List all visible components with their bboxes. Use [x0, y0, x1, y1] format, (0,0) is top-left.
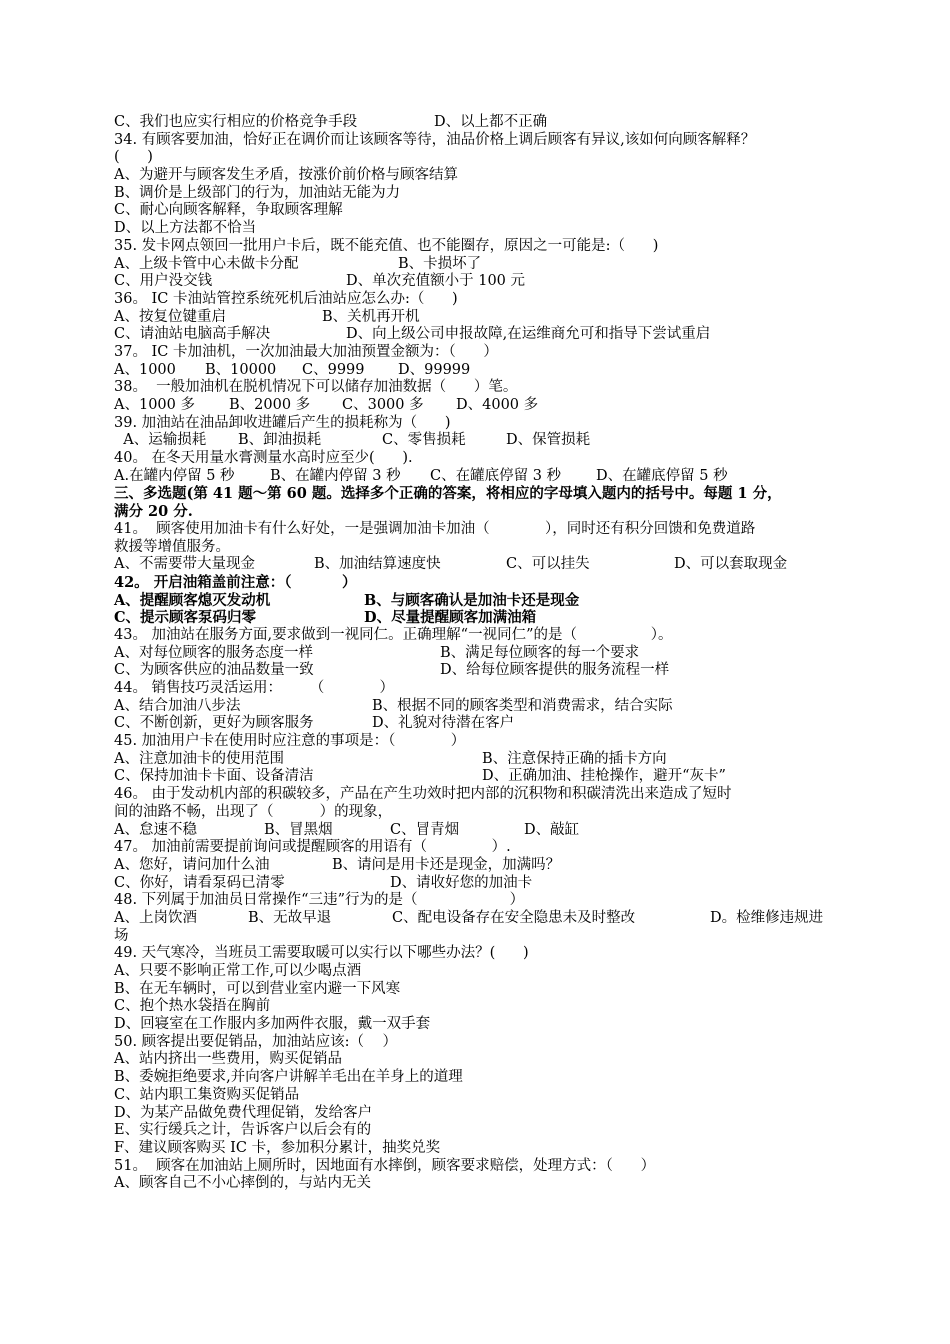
text-segment: 47。 加油前需要提前询问或提醒顾客的用语有（ ）.: [114, 839, 511, 856]
text-segment: A、提醒顾客熄灭发动机: [114, 591, 271, 609]
text-segment: D、以上都不正确: [434, 114, 548, 130]
text-segment: D、99999: [398, 361, 471, 378]
text-segment: 37。 IC 卡加油机，一次加油最大加油预置金额为：（ ）: [114, 343, 498, 360]
text-line: [114, 822, 850, 840]
text-segment: B、请问是用卡还是现金，加满吗？: [332, 856, 561, 873]
text-segment: C、不断创新，更好为顾客服务: [114, 715, 314, 732]
text-segment: F、建议顾客购买 IC 卡，参加积分累计，抽奖兑奖: [114, 1139, 441, 1156]
text-segment: A、顾客自己不小心摔倒的，与站内无关: [114, 1175, 371, 1192]
text-segment: A、运输损耗: [114, 432, 207, 449]
text-line: [114, 804, 850, 822]
text-line: [114, 928, 850, 946]
text-segment: C、站内职工集资购买促销品: [114, 1086, 300, 1103]
text-line: [114, 503, 850, 521]
text-segment: B、满足每位顾客的每一个要求: [440, 644, 640, 661]
text-line: [114, 1069, 850, 1087]
text-line: [114, 945, 850, 963]
text-line: [114, 556, 850, 574]
text-line: [114, 450, 850, 468]
text-segment: C、3000 多: [342, 397, 424, 413]
text-line: [114, 326, 850, 344]
text-segment: D、为某产品做免费代理促销，发给客户: [114, 1104, 373, 1121]
text-line: [114, 1034, 850, 1052]
text-segment: 51。 顾客在加油站上厕所时，因地面有水摔倒，顾客要求赔偿，处理方式：（ ）: [114, 1157, 656, 1174]
text-line: [114, 132, 850, 150]
text-line: [114, 1016, 850, 1034]
text-segment: D、礼貌对待潜在客户: [372, 715, 515, 732]
text-segment: D、以上方法都不恰当: [114, 220, 257, 237]
text-segment: B、委婉拒绝要求,并向客户讲解羊毛出在羊身上的道理: [114, 1069, 463, 1086]
text-line: [114, 698, 850, 716]
text-segment: B、10000: [205, 361, 277, 378]
text-line: [114, 751, 850, 769]
text-segment: D、敲缸: [524, 821, 580, 838]
text-segment: A、1000 多: [114, 397, 195, 413]
text-segment: A、上岗饮酒: [114, 909, 197, 926]
text-segment: C、抱个热水袋捂在胸前: [114, 998, 271, 1015]
text-line: [114, 857, 850, 875]
text-line: [114, 397, 850, 415]
text-line: [114, 609, 850, 627]
text-segment: A、站内挤出一些费用，购买促销品: [114, 1051, 342, 1068]
document-page: [114, 114, 850, 1193]
text-segment: D、请收好您的加油卡: [390, 874, 533, 891]
text-segment: B、关机再开机: [322, 308, 420, 325]
text-segment: 间的油路不畅，出现了（ ）的现象，: [114, 803, 393, 820]
text-segment: C、我们也应实行相应的价格竞争手段: [114, 114, 358, 130]
text-line: [114, 910, 850, 928]
text-segment: B、注意保持正确的插卡方向: [482, 750, 667, 767]
text-line: [114, 839, 850, 857]
text-segment: 44。 销售技巧灵活运用： （ ）: [114, 680, 395, 696]
text-line: [114, 1051, 850, 1069]
text-segment: A、只要不影响正常工作,可以少喝点酒: [114, 963, 362, 979]
text-segment: 34. 有顾客要加油，恰好正在调价而让该顾客等待，油品价格上调后顾客有异议,该如何向顾客解释？: [114, 131, 756, 148]
text-segment: D、在罐底停留 5 秒: [596, 467, 728, 484]
text-segment: B、加油结算速度快: [314, 556, 441, 573]
text-line: [114, 680, 850, 698]
text-segment: A、上级卡管中心未做卡分配: [114, 255, 299, 272]
text-segment: B、无故早退: [248, 909, 332, 926]
text-segment: 42。 开启油箱盖前注意：（ ）: [114, 573, 357, 591]
text-segment: C、请油站电脑高手解决: [114, 326, 271, 343]
text-segment: C、耐心向顾客解释，争取顾客理解: [114, 202, 343, 219]
text-segment: D、向上级公司申报故障,在运维商允可和指导下尝试重启: [346, 326, 711, 343]
text-line: [114, 1140, 850, 1158]
text-segment: 40。 在冬天用量水膏测量水高时应至少( ).: [114, 450, 413, 467]
text-line: [114, 1105, 850, 1123]
text-segment: C、为顾客供应的油品数量一致: [114, 662, 314, 679]
text-segment: 46。 由于发动机内部的积碳较多，产品在产生功效时把内部的沉积物和积碳清洗出来造成了短时: [114, 786, 732, 803]
text-line: [114, 998, 850, 1016]
text-segment: 41。 顾客使用加油卡有什么好处，一是强调加油卡加油（ ），同时还有积分回馈和免费道路: [114, 520, 756, 537]
text-line: [114, 379, 850, 397]
text-segment: D、给每位顾客提供的服务流程一样: [440, 662, 670, 679]
text-segment: A、结合加油八步法: [114, 697, 241, 714]
text-segment: A、怠速不稳: [114, 821, 197, 838]
text-segment: A、1000: [114, 361, 176, 378]
text-segment: B、2000 多: [229, 397, 311, 413]
text-segment: B、在罐内停留 3 秒: [270, 467, 401, 484]
text-segment: D、保管损耗: [506, 432, 591, 449]
text-line: [114, 875, 850, 893]
text-line: [114, 1175, 850, 1193]
text-segment: C、零售损耗: [382, 432, 466, 449]
text-segment: 三、多选题(第 41 题～第 60 题。选择多个正确的答案，将相应的字母填入题内的括号中。每题 1 分，: [114, 485, 782, 503]
text-segment: 场: [114, 927, 129, 944]
text-segment: 救援等增值服务。: [114, 538, 230, 555]
text-line: [114, 432, 850, 450]
text-line: [114, 645, 850, 663]
text-line: [114, 468, 850, 486]
text-line: [114, 167, 850, 185]
text-line: [114, 220, 850, 238]
text-line: [114, 185, 850, 203]
text-line: [114, 114, 850, 132]
text-segment: B、根据不同的顾客类型和消费需求，结合实际: [372, 697, 673, 714]
text-segment: A、按复位键重启: [114, 308, 226, 325]
text-segment: D。检维修违规进: [710, 909, 824, 926]
text-segment: A、为避开与顾客发生矛盾，按涨价前价格与顾客结算: [114, 167, 458, 184]
text-line: [114, 963, 850, 981]
text-line: [114, 574, 850, 592]
text-segment: D、正确加油、挂枪操作，避开“灰卡”: [482, 768, 726, 785]
text-line: [114, 715, 850, 733]
text-segment: A、不需要带大量现金: [114, 556, 255, 573]
text-line: [114, 1158, 850, 1176]
text-line: [114, 521, 850, 539]
text-line: [114, 627, 850, 645]
text-line: [114, 786, 850, 804]
text-segment: C、提示顾客泵码归零: [114, 609, 257, 627]
text-line: [114, 238, 850, 256]
text-segment: B、卡损坏了: [398, 255, 482, 272]
text-segment: 49. 天气寒冷，当班员工需要取暖可以实行以下哪些办法？( ): [114, 945, 529, 962]
text-segment: A、您好，请问加什么油: [114, 856, 270, 873]
text-segment: D、回寝室在工作服内多加两件衣服，戴一双手套: [114, 1016, 431, 1033]
text-segment: 45. 加油用户卡在使用时应注意的事项是：（ ）: [114, 733, 466, 750]
text-line: [114, 415, 850, 433]
text-segment: A、对每位顾客的服务态度一样: [114, 644, 313, 661]
text-segment: C、配电设备存在安全隐患未及时整改: [392, 909, 636, 926]
text-line: [114, 1122, 850, 1140]
text-line: [114, 733, 850, 751]
text-segment: C、保持加油卡卡面、设备清洁: [114, 768, 314, 785]
text-segment: C、你好，请看泵码已清零: [114, 874, 285, 891]
text-segment: D、可以套取现金: [674, 556, 788, 573]
text-line: [114, 981, 850, 999]
text-line: [114, 273, 850, 291]
text-segment: ( ): [114, 149, 153, 166]
text-line: [114, 309, 850, 327]
text-line: [114, 362, 850, 380]
text-line: [114, 291, 850, 309]
text-segment: B、与顾客确认是加油卡还是现金: [364, 591, 580, 609]
text-segment: C、用户没交钱: [114, 273, 213, 290]
text-segment: 48. 下列属于加油员日常操作“三违”行为的是（ ）: [114, 892, 525, 909]
text-segment: 50. 顾客提出要促销品，加油站应该:（ ）: [114, 1033, 397, 1050]
text-segment: 满分 20 分.: [114, 503, 193, 521]
text-line: [114, 539, 850, 557]
text-line: [114, 662, 850, 680]
text-segment: B、卸油损耗: [238, 432, 322, 449]
text-line: [114, 485, 850, 503]
text-line: [114, 1087, 850, 1105]
text-segment: A.在罐内停留 5 秒: [114, 467, 235, 484]
text-line: [114, 892, 850, 910]
text-segment: C、冒青烟: [390, 821, 460, 838]
text-segment: B、在无车辆时，可以到营业室内避一下风寒: [114, 980, 401, 997]
text-segment: D、尽量提醒顾客加满油箱: [364, 609, 537, 627]
text-segment: A、注意加油卡的使用范围: [114, 750, 284, 767]
text-segment: 43。 加油站在服务方面,要求做到一视同仁。正确理解“一视同仁”的是（ ）。: [114, 626, 673, 643]
text-line: [114, 344, 850, 362]
text-segment: C、可以挂失: [506, 556, 590, 573]
text-segment: B、冒黑烟: [264, 821, 333, 838]
text-line: [114, 592, 850, 610]
text-line: [114, 149, 850, 167]
text-segment: D、单次充值额小于 100 元: [346, 273, 526, 290]
text-segment: B、调价是上级部门的行为，加油站无能为力: [114, 184, 401, 201]
text-line: [114, 202, 850, 220]
text-line: [114, 768, 850, 786]
text-segment: C、在罐底停留 3 秒: [430, 467, 562, 484]
text-segment: D、4000 多: [456, 397, 539, 413]
text-segment: C、9999: [302, 361, 365, 378]
text-segment: 38。 一般加油机在脱机情况下可以储存加油数据（ ）笔。: [114, 379, 518, 396]
text-segment: 36。 IC 卡油站管控系统死机后油站应怎么办:（ ): [114, 290, 458, 307]
text-segment: E、实行缓兵之计，告诉客户以后会有的: [114, 1122, 372, 1139]
text-segment: 39. 加油站在油品卸收进罐后产生的损耗称为（ ): [114, 414, 451, 431]
text-segment: 35. 发卡网点领回一批用户卡后，既不能充值、也不能圈存，原因之一可能是:（ ): [114, 237, 659, 254]
text-line: [114, 256, 850, 274]
